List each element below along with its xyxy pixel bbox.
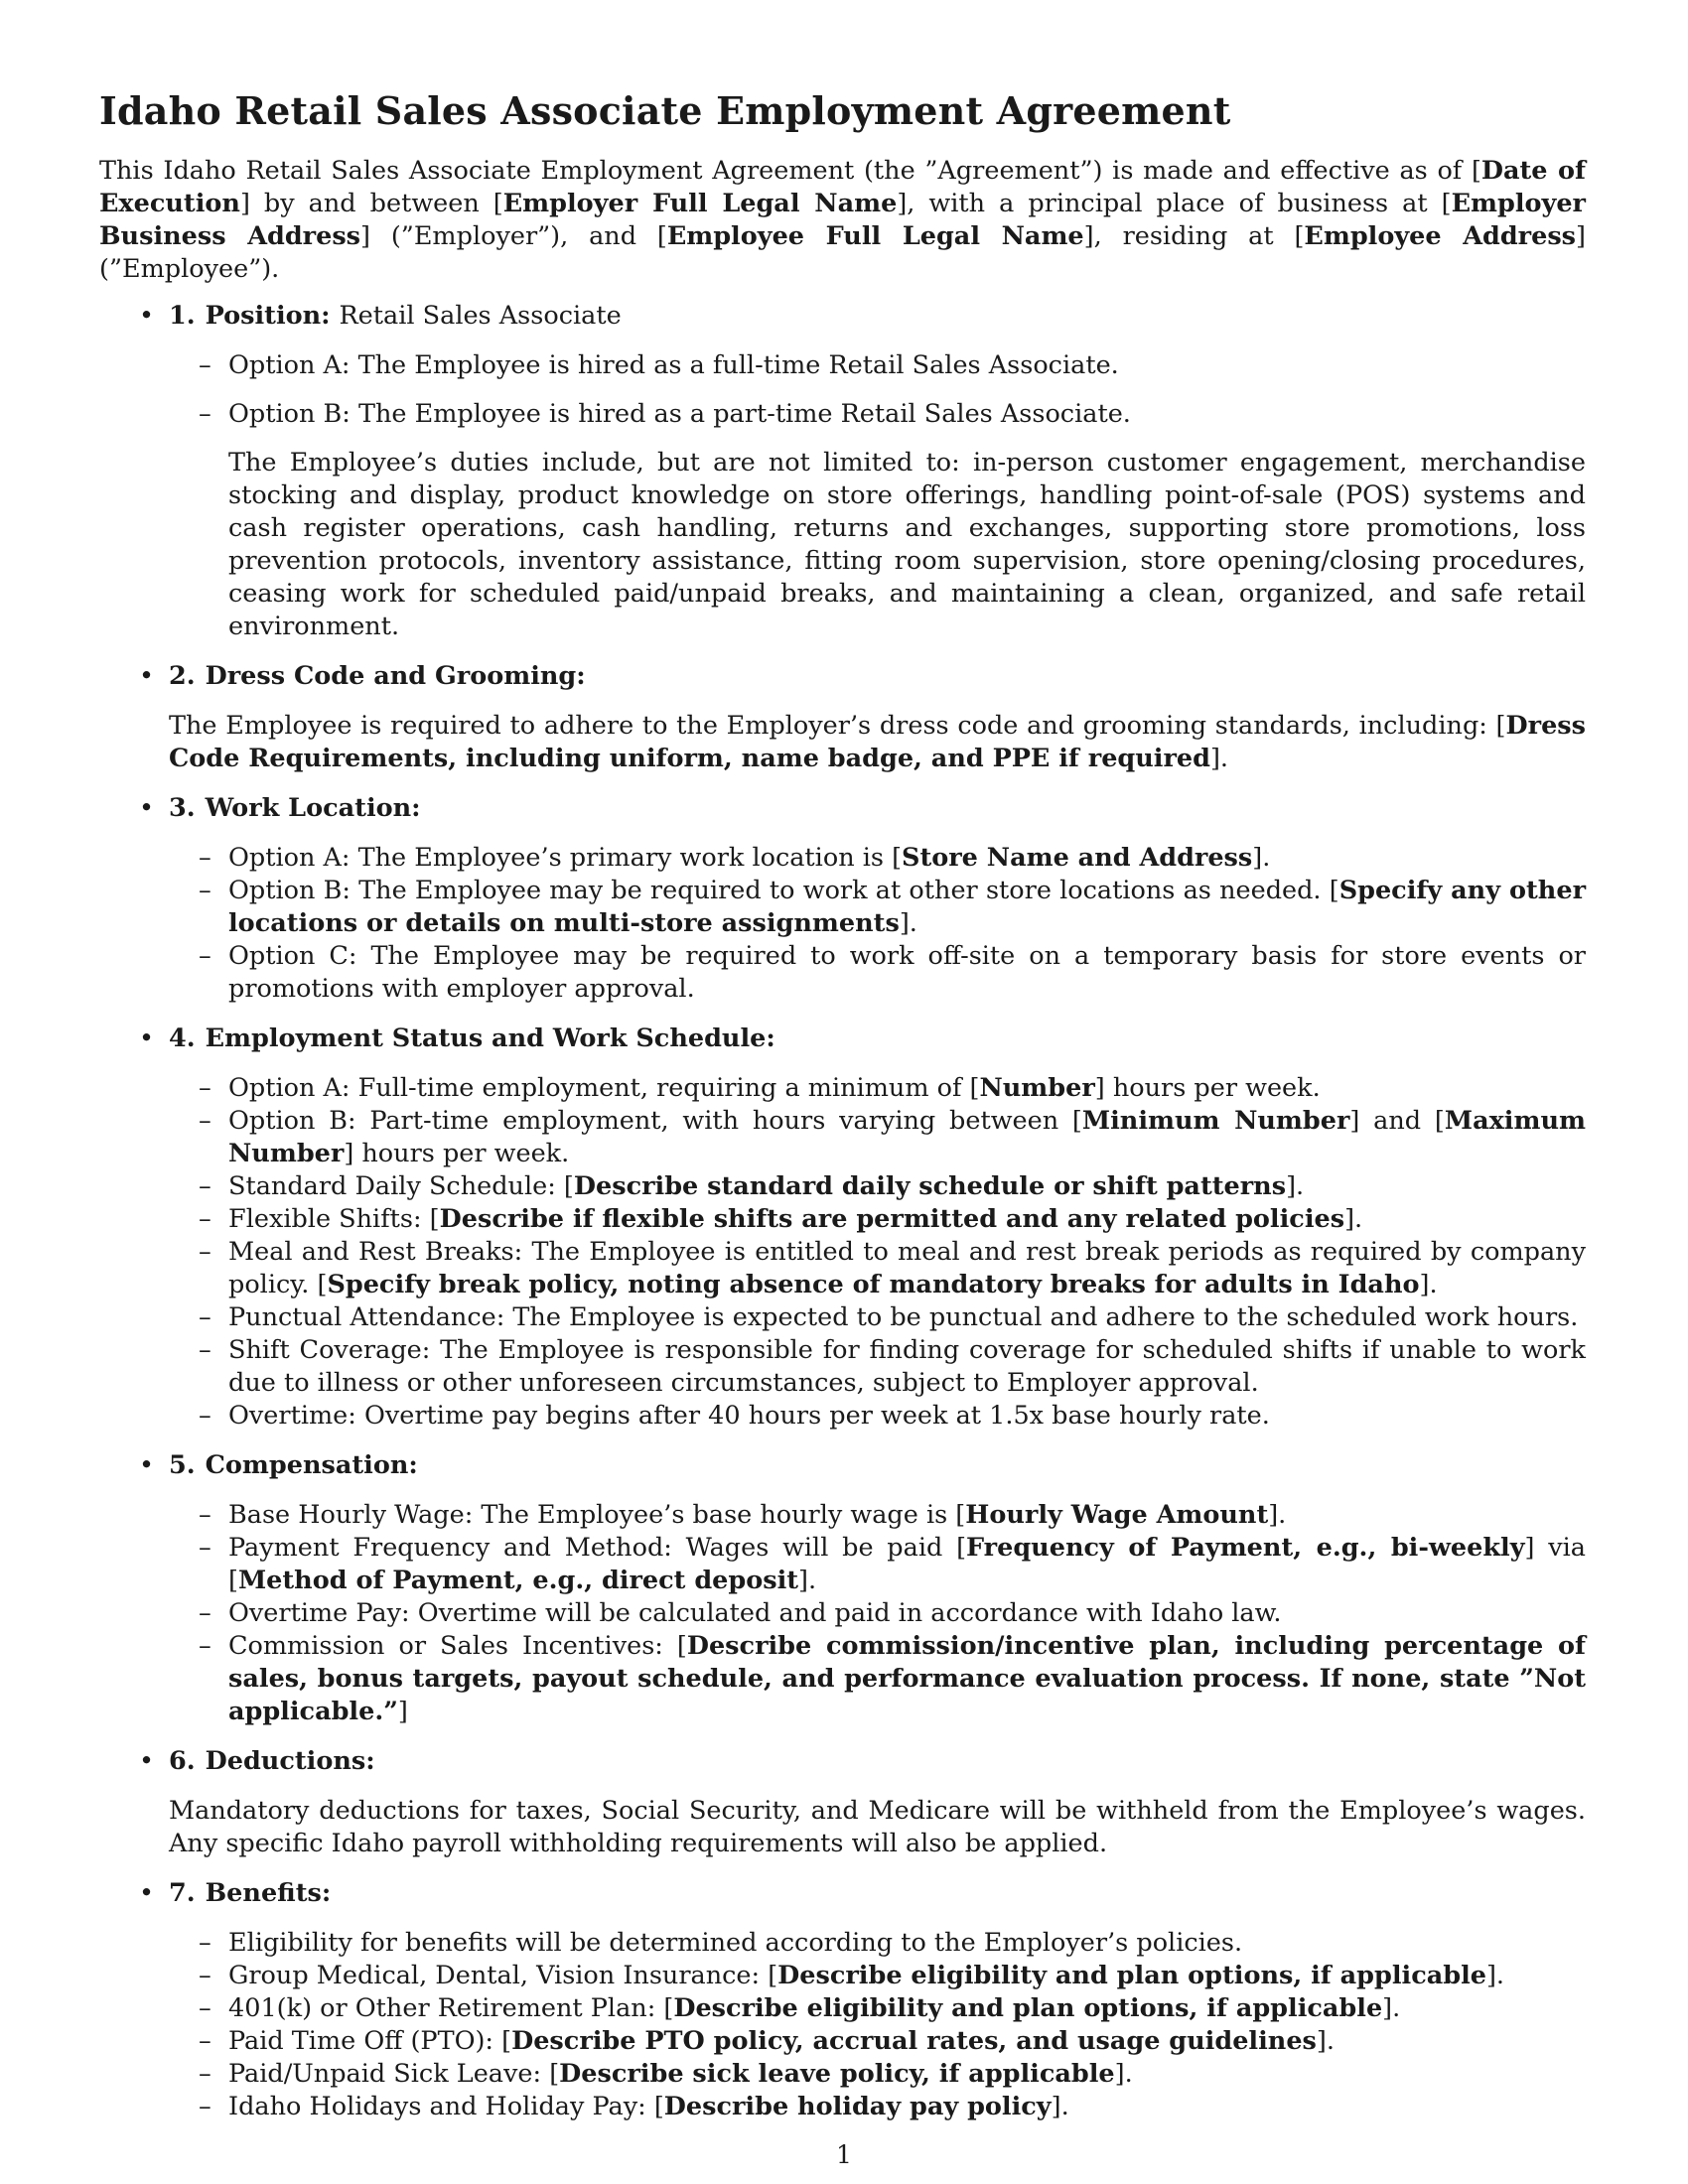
duties-paragraph: The Employee’s duties include, but are not limited to: in-person customer engagement, merchandise stocking and display, product knowledge on store offerings, handling point-of-sale (POS) systems and cash register operations, cash handling, returns and exchanges, supporting store promotions, loss prevention protocols, inventory assistance, fitting room supervision, store opening/closing procedures, ceasing work for scheduled paid/unpaid breaks, and maintaining a clean, organized, and safe retail environment. — [228, 448, 1586, 641]
document-title: Idaho Retail Sales Associate Employment Agreement — [99, 88, 1231, 133]
section-body: Mandatory deductions for taxes, Social Security, and Medicare will be withheld from the Employee’s wages. Any specific Idaho payroll withholding requirements will also be applied. — [169, 1796, 1586, 1858]
section-body: The Employee is required to adhere to the Employer’s dress code and grooming standards, including: [Dress Code Requirements, including uniform, name badge, and PPE if required]. — [169, 711, 1586, 773]
option-list — [169, 842, 1586, 1006]
list-item: – Overtime Pay: Overtime will be calculated and paid in accordance with Idaho law. — [199, 1598, 1282, 1628]
bullet-icon: • — [139, 793, 155, 823]
list-item: – Overtime: Overtime pay begins after 40 hours per week at 1.5x base hourly rate. — [199, 1401, 1270, 1431]
section-heading: 3. Work Location: — [169, 793, 421, 823]
option-list — [169, 349, 1586, 431]
bullet-icon: • — [139, 301, 155, 331]
list-item: – 401(k) or Other Retirement Plan: [Describe eligibility and plan options, if applicable]. — [199, 1993, 1401, 2023]
section-work-location — [99, 792, 1586, 1006]
document-page — [99, 87, 1586, 2140]
section-heading: 1. Position: Retail Sales Associate — [169, 301, 622, 331]
section-heading: 2. Dress Code and Grooming: — [169, 661, 586, 691]
bullet-icon: • — [139, 1024, 155, 1053]
list-item: – Standard Daily Schedule: [Describe standard daily schedule or shift patterns]. — [199, 1171, 1305, 1201]
section-heading: 5. Compensation: — [169, 1450, 418, 1480]
list-item: – Base Hourly Wage: The Employee’s base hourly wage is [Hourly Wage Amount]. — [199, 1500, 1287, 1530]
section-heading: 7. Benefits: — [169, 1878, 332, 1908]
list-item: – Option A: Full-time employment, requiring a minimum of [Number] hours per week. — [199, 1073, 1321, 1103]
list-item: – Option A: The Employee’s primary work location is [Store Name and Address]. — [199, 843, 1271, 873]
intro-paragraph: This Idaho Retail Sales Associate Employment Agreement (the ”Agreement”) is made and effective as of [Date of Execution] by and between [Employer Full Legal Name], with a principal place of business at [Employer Business Address] (”Employer”), and [Employee Full Legal Name], residing at [Employee Address] (”Employee”). — [99, 156, 1586, 284]
section-benefits — [99, 1877, 1586, 2123]
list-item: – Shift Coverage: The Employee is responsible for finding coverage for scheduled shifts if unable to work due to illness or other unforeseen circumstances, subject to Employer approval. — [199, 1335, 1586, 1398]
list-item: – Meal and Rest Breaks: The Employee is entitled to meal and rest break periods as required by company policy. [Specify break policy, noting absence of mandatory breaks for adults in Idaho]. — [199, 1237, 1586, 1299]
list-item: – Group Medical, Dental, Vision Insurance: [Describe eligibility and plan options, if applicable]. — [199, 1961, 1505, 1990]
bullet-icon: • — [139, 1878, 155, 1908]
section-heading: 6. Deductions: — [169, 1746, 375, 1776]
bullet-icon: • — [139, 1746, 155, 1776]
option-list — [169, 1072, 1586, 1433]
list-item: – Commission or Sales Incentives: [Describe commission/incentive plan, including percentage of sales, bonus targets, payout schedule, and performance evaluation process. If none, state ”Not applicable.”] — [199, 1631, 1586, 1726]
page-number: 1 — [836, 2140, 852, 2169]
list-item: – Punctual Attendance: The Employee is expected to be punctual and adhere to the scheduled work hours. — [199, 1302, 1579, 1332]
section-position — [99, 300, 1586, 643]
section-employment-status — [99, 1023, 1586, 1433]
list-item: – Paid/Unpaid Sick Leave: [Describe sick leave policy, if applicable]. — [199, 2059, 1133, 2089]
list-item: – Option B: Part-time employment, with hours varying between [Minimum Number] and [Maximum Number] hours per week. — [199, 1106, 1586, 1168]
option-list — [169, 1499, 1586, 1728]
list-item: – Flexible Shifts: [Describe if flexible shifts are permitted and any related policies]. — [199, 1204, 1363, 1234]
section-list — [99, 300, 1586, 2123]
section-deductions — [99, 1745, 1586, 1860]
option-list — [169, 1927, 1586, 2123]
section-dress-code — [99, 660, 1586, 775]
list-item: – Option C: The Employee may be required to work off-site on a temporary basis for store events or promotions with employer approval. — [199, 941, 1586, 1004]
list-item: – Eligibility for benefits will be determined according to the Employer’s policies. — [199, 1928, 1243, 1958]
section-compensation — [99, 1449, 1586, 1728]
list-item: – Option B: The Employee is hired as a part-time Retail Sales Associate. — [199, 399, 1131, 429]
section-heading: 4. Employment Status and Work Schedule: — [169, 1024, 775, 1053]
list-item: – Idaho Holidays and Holiday Pay: [Describe holiday pay policy]. — [199, 2092, 1069, 2121]
list-item: – Option A: The Employee is hired as a full-time Retail Sales Associate. — [199, 350, 1119, 380]
bullet-icon: • — [139, 661, 155, 691]
list-item: – Option B: The Employee may be required to work at other store locations as needed. [Specify any other locations or details on multi-store assignments]. — [199, 876, 1587, 938]
list-item: – Payment Frequency and Method: Wages will be paid [Frequency of Payment, e.g., bi-weekly] via [Method of Payment, e.g., direct deposit]. — [199, 1533, 1587, 1595]
list-item: – Paid Time Off (PTO): [Describe PTO policy, accrual rates, and usage guidelines]. — [199, 2026, 1335, 2056]
bullet-icon: • — [139, 1450, 155, 1480]
